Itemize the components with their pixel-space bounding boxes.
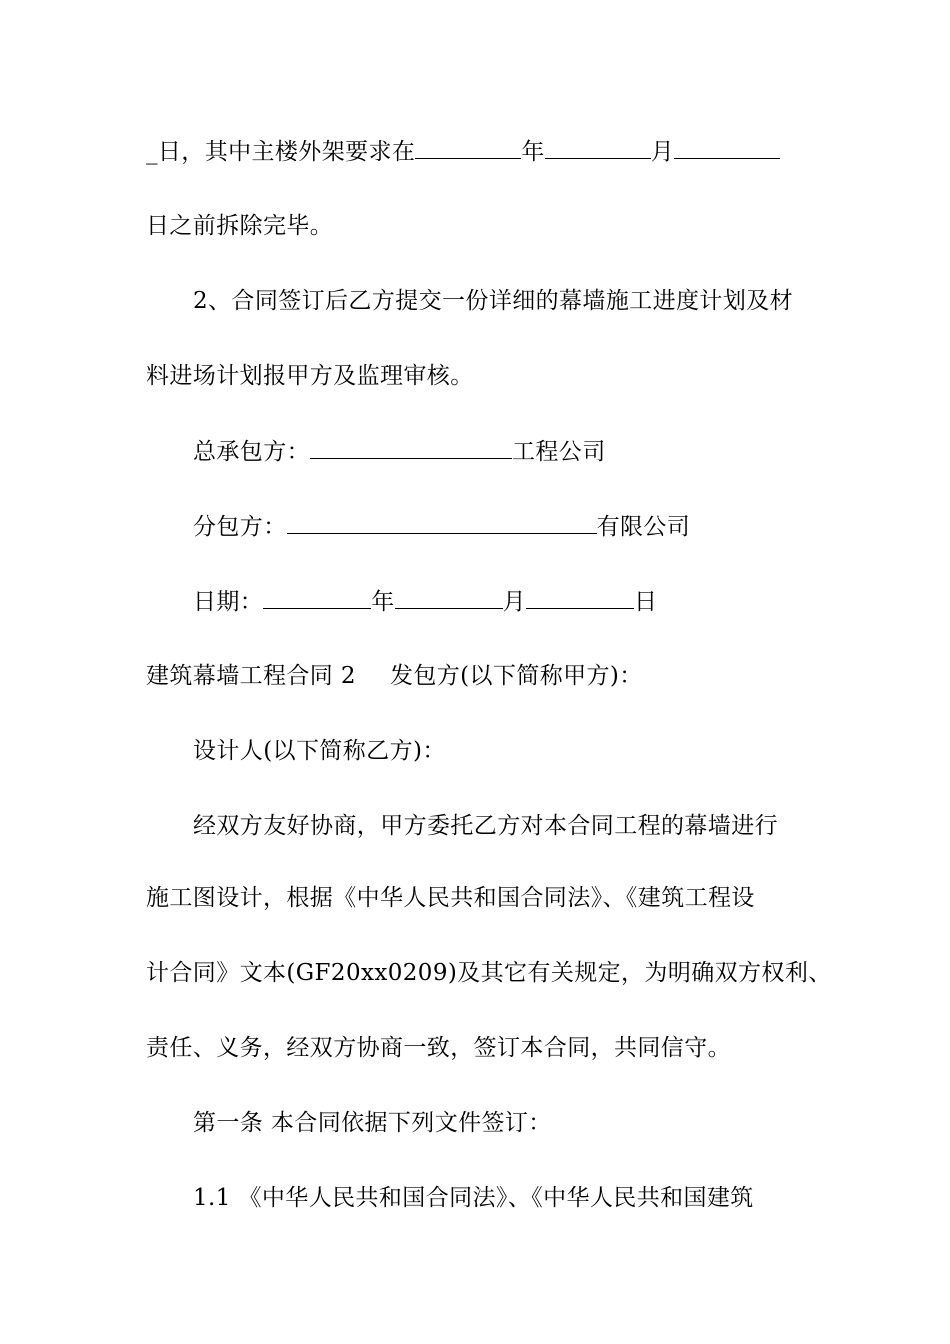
date-line	[193, 586, 893, 617]
text-segment: 年	[521, 139, 545, 165]
blank-underline	[415, 136, 521, 159]
section-title: 建筑幕墙工程合同 2	[146, 663, 356, 689]
label: 月	[502, 589, 527, 615]
blank-underline	[287, 511, 597, 534]
blank-underline	[526, 586, 634, 609]
text-line	[146, 136, 846, 167]
text-line: 日之前拆除完毕。	[146, 213, 334, 239]
label: 工程公司	[512, 439, 606, 465]
signature-line-subcontractor	[193, 511, 893, 542]
article-heading: 第一条 本合同依据下列文件签订：	[193, 1110, 552, 1136]
label: 日	[634, 589, 658, 615]
text-line: 施工图设计，根据《中华人民共和国合同法》、《建筑工程设	[146, 885, 755, 911]
blank-underline	[310, 436, 512, 459]
label: 年	[371, 589, 395, 615]
text-line: 责任、义务，经双方协商一致，签订本合同，共同信守。	[146, 1035, 731, 1061]
paragraph-start: 2、合同签订后乙方提交一份详细的幕墙施工进度计划及材	[193, 288, 794, 314]
blank-underline	[395, 586, 503, 609]
label: 有限公司	[596, 514, 691, 540]
blank-underline	[674, 136, 780, 159]
text-segment: _日，其中主楼外架要求在	[146, 139, 416, 165]
text-segment: 发包方(以下简称甲方)：	[389, 663, 643, 689]
text-segment: 月	[650, 139, 675, 165]
paragraph-start: 经双方友好协商，甲方委托乙方对本合同工程的幕墙进行	[193, 813, 778, 839]
section-heading-line	[146, 661, 846, 691]
label: 分包方：	[193, 514, 287, 540]
blank-underline	[263, 586, 371, 609]
label: 日期：	[193, 589, 264, 615]
label: 总承包方：	[193, 439, 310, 465]
blank-underline	[545, 136, 651, 159]
text-line: 计合同》文本(GF20xx0209)及其它有关规定，为明确双方权利、	[146, 960, 832, 986]
signature-line-contractor	[193, 436, 893, 467]
paragraph-start: 设计人(以下简称乙方)：	[193, 738, 446, 764]
text-line: 料进场计划报甲方及监理审核。	[146, 363, 474, 389]
clause-line: 1.1 《中华人民共和国合同法》、《中华人民共和国建筑	[193, 1185, 754, 1211]
